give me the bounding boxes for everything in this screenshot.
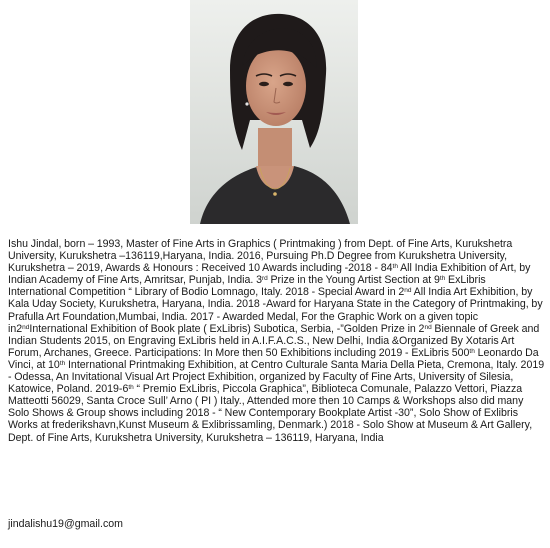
bio-text-segment: Leonardo Da Vinci, at 10 [8,346,539,371]
superscript: th [59,359,66,367]
bio-text-segment: Biennale of Greek and Indian Students 2015, on Engraving ExLibris held in A.I.F.A.C.S., New Delhi, India &Organized By Xotaris Art Forum, Archanes, Greece. Participations: In More then 50 Exhibitions including 2019 - ExLibris 500 [8,322,540,359]
bio-text-segment: Prize in the Young Artist Section at 9 [267,274,440,287]
bio-text-segment: All India Exhibition of Art, by Indian Academy of Fine Arts, Amritsar, Punjab, India. 3 [8,262,531,287]
superscript: nd [404,287,412,295]
superscript: th [392,263,398,271]
superscript: nd [424,323,432,331]
superscript: rd [261,275,268,283]
bio-text-segment: International Printmaking Exhibition, at Centro Culturale Santa Maria Della Pieta, Cremona, Italy. 2019 - Odessa, An Invitational Visual Art Project Exhibition, organized by Faculty of Fine Arts, University of Silesia, Katowice, Poland. 2019-6 [8,358,545,396]
bio-text-segment: “ Premio ExLibris, Piccola Graphica”, Biblioteca Comunale, Palazzo Vettori, Piazza Matteotti 56029, Santa Croce Sull’ Arno ( PI ) Italy., Attended more then 10 Camps & Workshops also did many Solo Shows & Group shows including 2018 - “ New Contemporary Bookplate Artist -30”, Solo Show of Exlibris Works at frederikshavn,Kunst Museum & Exlibrissamling, Denmark.) 2018 - Solo Show at Museum & Art Gallery, Dept. of Fine Arts, Kurukshetra University, Kurukshetra – 136119, Haryana, India [8,383,533,444]
superscript: th [439,275,446,283]
bio-text-segment: ExLibris International Competition “ Library of Bodio Lomnago, Italy. 2018 - Special Award in 2 [8,274,486,299]
superscript: th [128,384,134,392]
portrait-photo [190,0,358,224]
bio-text-segment: International Exhibition of Book plate ( ExLibris) Subotica, Serbia, -”Golden Prize in 2 [29,322,425,335]
portrait-illustration [190,0,358,224]
bio-text-segment: All India Art Exhibition, by Kala Uday Society, Kurukshetra, Haryana, India. 2018 -Award for Haryana State in the Category of Printmaking, by Prafulla Art Foundation,Mumbai, India. 2017 - Awarded Medal, For the Graphic Work on a given topic in2 [8,286,543,335]
superscript: th [469,347,475,355]
superscript: nd [22,323,30,331]
bio-text-segment: Ishu Jindal, born – 1993, Master of Fine Arts in Graphics ( Printmaking ) from Dept. of Fine Arts, Kurukshetra University, Kurukshetra –136119,Haryana, India. 2016, Pursuing Ph.D Degree from Kurukshetra University, Kurukshetra – 2019, Awards & Honours : Received 10 Awards including -2018 - 84 [8,238,513,275]
biography-text [8,238,546,444]
contact-email: jindalishu19@gmail.com [8,518,123,530]
